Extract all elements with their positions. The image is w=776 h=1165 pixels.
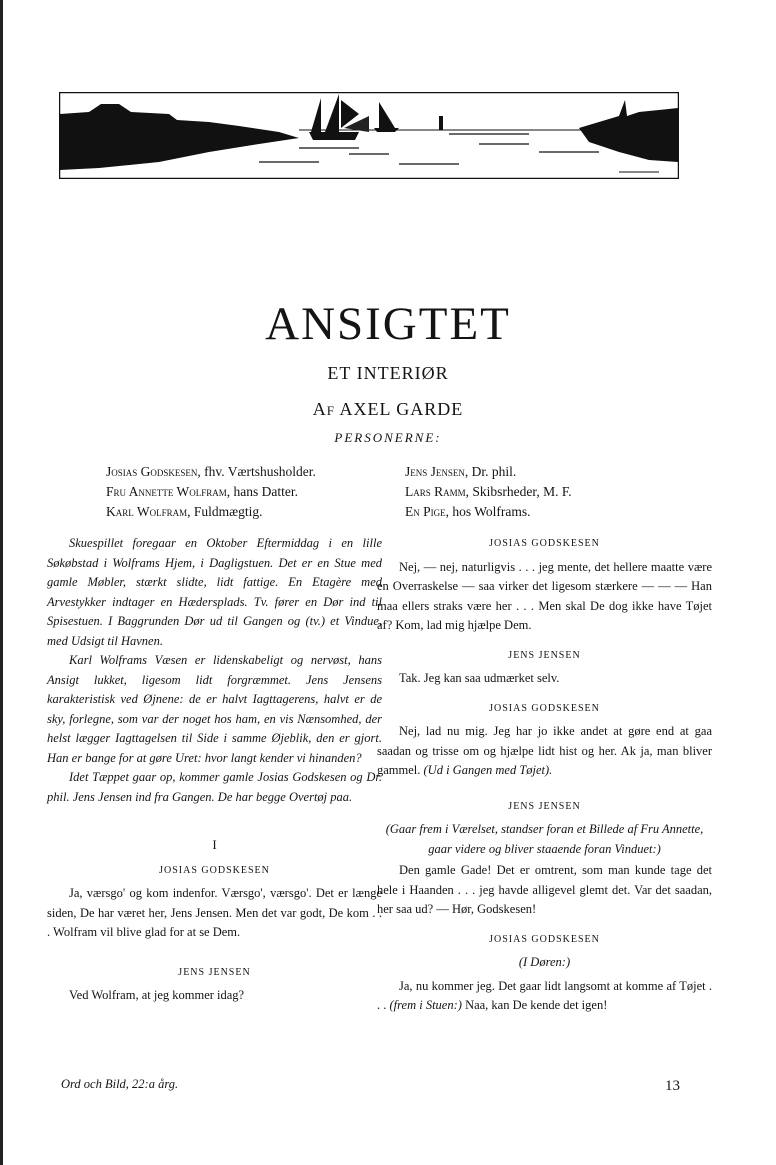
harbour-vignette-illustration [59,92,679,179]
cast-name: Josias Godskesen [106,464,198,479]
cast-name: Lars Ramm [405,484,466,499]
dialogue-text: Naa, kan De kende det igen! [461,998,608,1012]
stage-direction-intro: Skuespillet foregaar en Oktober Eftermiddag i en lille Søkøbstad i Wolframs Hjem, i Dagligstuen. Det er en Stue med gamle Møbler, stærkt slidte, lidt fattige. En Etagère med Arvestykker indtager en Hædersplads. Tv. fører en Dør ind til Spisestuen. I Baggrunden Dør ud til Gangen og (tv.) et Vindue, med Udsigt til Havnen. [47,536,382,648]
stage-direction-inline: (frem i Stuen:) [389,998,462,1012]
speaker-label: JOSIAS GODSKESEN [159,864,270,876]
cast-name: Karl Wolfram [106,504,188,519]
right-column [377,534,712,1016]
cast-role: , Fuldmægtig. [187,504,263,519]
dialogue-line [377,722,712,781]
page-edge-line [0,0,3,1165]
page-title: ANSIGTET [265,298,511,350]
cast-list-left [106,462,316,522]
speaker-label: JOSIAS GODSKESEN [489,702,600,714]
cast-role: , Skibsrheder, M. F. [465,484,572,499]
cast-list-right [405,462,572,522]
stage-direction-inline: (Ud i Gangen med Tøjet). [423,763,553,777]
speaker-label: JOSIAS GODSKESEN [489,933,600,945]
stage-direction: (I Døren:) [518,955,571,969]
act-number: I [212,837,217,852]
source-footer: Ord och Bild, 22:a årg. [61,1077,179,1091]
dialogue-text: Nej, lad nu mig. Jeg har jo ikke andet at gøre end at gaa saadan og trisse om og hjælpe lidt hist og her. Ak ja, man bliver gammel. [377,724,712,777]
stage-direction-characters: Karl Wolframs Væsen er lidenskabeligt og nervøst, hans Ansigt lukket, ligesom lidt forgræmmet. Jens Jensens karakteristisk ved Øjnene: de er halvt Iagttagerens, halvt er de sky, forlegne, som var der noget hos ham, en vis Nænsomhed, der helst lægger Iagttagelsen til Side i samme Øjeblik, den er gjort. Han er bange for at gøre Uret: hvor langt kender vi hinanden? [47,653,382,765]
page-number: 13 [665,1078,680,1094]
dialogue-text: Ja, nu kommer jeg. Det gaar lidt langsomt at komme af Tøjet . . . [377,978,712,1012]
subtitle: ET INTERIØR [327,363,449,383]
persons-heading: PERSONERNE: [334,430,442,445]
cast-entry [106,462,316,482]
author-line: Af AXEL GARDE [312,399,464,419]
cast-entry [106,502,316,522]
cast-role: , Dr. phil. [464,464,517,479]
stage-direction-entrance: Idet Tæppet gaar op, kommer gamle Josias Godskesen og Dr. phil. Jens Jensen ind fra Gangen. De har begge Overtøj paa. [47,770,382,804]
cast-entry [405,462,572,482]
cast-name: Fru Annette Wolfram [106,484,227,499]
dialogue-line: Tak. Jeg kan saa udmærket selv. [399,671,560,685]
left-column [47,534,382,1006]
cast-entry [405,482,572,502]
speaker-label: JOSIAS GODSKESEN [489,538,600,549]
cast-entry [405,502,572,522]
cast-role: , hos Wolframs. [445,504,531,519]
dialogue-line: Ja, værsgo' og kom indenfor. Værsgo', værsgo'. Det er længe siden, De har været her, Jens Jensen. Men det var godt, De kom . . . Wolfram vil blive glad for at se Dem. [47,886,382,939]
cast-role: , hans Datter. [226,484,298,499]
dialogue-line: Nej, — nej, naturligvis . . . jeg mente, det hellere maatte være en Overraskelse — saa virker det ligesom stærkere — — — Han maa ellers straks være her . . . Men skal De dog ikke have Tøjet af? Kom, lad mig hjælpe Dem. [377,559,712,632]
speaker-label: JENS JENSEN [508,649,581,661]
stage-direction: (Gaar frem i Værelset, standser foran et Billede af Fru Annette, gaar videre og bliver staaende foran Vinduet:) [385,822,704,856]
speaker-label: JENS JENSEN [508,800,581,812]
cast-name: En Pige [405,504,446,519]
cast-name: Jens Jensen [405,464,465,479]
dialogue-line [377,977,712,1016]
dialogue-line: Ved Wolfram, at jeg kommer idag? [69,988,245,1002]
dialogue-line: Den gamle Gade! Det er omtrent, som man kunde tage det hele i Haanden . . . jeg havde alligevel glemt det. Var det saadan, her saa ud? — Hør, Godskesen! [377,863,712,916]
cast-role: , fhv. Værtshusholder. [197,464,316,479]
cast-entry [106,482,316,502]
speaker-label: JENS JENSEN [178,966,251,978]
